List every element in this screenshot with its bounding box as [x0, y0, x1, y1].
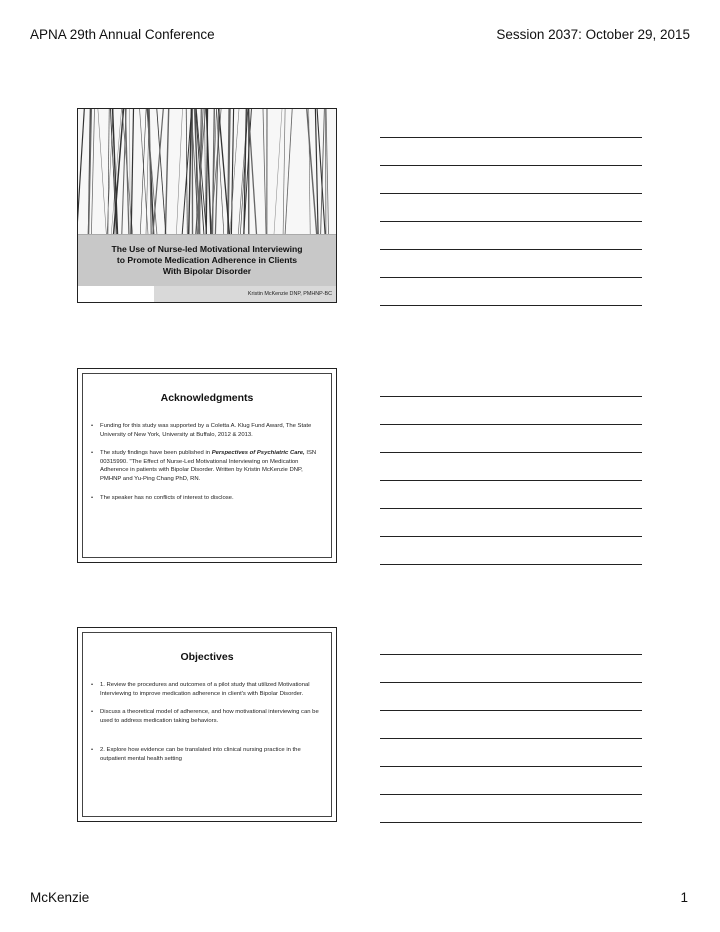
journal-name: Perspectives of Psychiatric Care,	[211, 450, 305, 457]
note-line	[380, 165, 642, 166]
decorative-line	[165, 109, 168, 234]
bullet-publication: • The study findings have been published in Perspectives of Psychiatric Care, ISN 00315990. "The Effect of Nurse-Led Motivational Interviewing on Medication Adherence in patients with Bipolar Disorder. Written by Kristin McKenzie DNP, PMHNP and Yu-Ping Chang PhD, RN.	[91, 449, 321, 483]
note-line	[380, 480, 642, 481]
decorative-line	[78, 109, 84, 234]
decorative-line	[248, 109, 256, 234]
bullet-theoretical-model: • Discuss a theoretical model of adherence, and how motivational interviewing can be used to address medication taking behaviors.	[91, 708, 321, 725]
note-line	[380, 536, 642, 537]
decorative-line	[283, 109, 285, 234]
note-line	[380, 682, 642, 683]
decorative-line	[125, 109, 128, 234]
presentation-title: The Use of Nurse-led Motivational Interviewing to Promote Medication Adherence in Clients With Bipolar Disorder	[111, 244, 303, 276]
decorative-line	[131, 109, 133, 234]
note-line	[380, 564, 642, 565]
objectives-slide	[77, 627, 337, 822]
acknowledgments-slide	[77, 368, 337, 563]
note-line	[380, 277, 642, 278]
note-line	[380, 508, 642, 509]
note-line	[380, 654, 642, 655]
decorative-line	[263, 109, 266, 234]
decorative-line	[274, 109, 282, 234]
note-line	[380, 137, 642, 138]
bullet-objective-2: • 2. Explore how evidence can be translated into clinical nursing practice in the outpatient mental health setting	[91, 746, 321, 763]
note-line	[380, 794, 642, 795]
slide-title: Acknowledgments	[160, 392, 254, 404]
note-line	[380, 738, 642, 739]
title-band	[78, 234, 336, 287]
note-line	[380, 249, 642, 250]
decorative-line	[107, 109, 113, 234]
slide-title: Objectives	[180, 651, 234, 663]
bullet-conflicts: • The speaker has no conflicts of interest to disclose.	[91, 494, 321, 503]
note-line	[380, 221, 642, 222]
bullet-list	[91, 422, 321, 512]
decorative-line	[230, 109, 239, 234]
note-line	[380, 766, 642, 767]
bullet-objective-1: • 1. Review the procedures and outcomes of a pilot study that utilized Motivational Interviewing to improve medication adherence in client's with Bipolar Disorder.	[91, 681, 321, 698]
author-name: Kristin McKenzie DNP, PMHNP-BC	[154, 286, 336, 302]
note-line	[380, 822, 642, 823]
decorative-line	[130, 109, 131, 234]
decorative-lines-image	[78, 109, 336, 234]
title-slide	[77, 108, 337, 303]
decorative-line	[146, 109, 149, 234]
note-line	[380, 193, 642, 194]
header-conference: APNA 29th Annual Conference	[30, 27, 215, 42]
note-line	[380, 396, 642, 397]
decorative-line	[91, 109, 94, 234]
decorative-line	[176, 109, 182, 234]
note-line	[380, 424, 642, 425]
header-session: Session 2037: October 29, 2015	[496, 27, 690, 42]
decorative-line	[147, 109, 157, 234]
decorative-line	[285, 109, 292, 234]
decorative-line	[326, 109, 328, 234]
note-line	[380, 305, 642, 306]
note-line	[380, 452, 642, 453]
note-line	[380, 710, 642, 711]
author-bar	[78, 286, 336, 302]
bullet-funding: • Funding for this study was supported by a Coletta A. Klug Fund Award, The State University of New York, University at Buffalo, 2012 & 2013.	[91, 422, 321, 439]
footer-author: McKenzie	[30, 890, 90, 905]
bullet-list	[91, 681, 321, 774]
decorative-line	[98, 109, 106, 234]
page-number: 1	[680, 890, 688, 905]
decorative-line	[231, 109, 233, 234]
